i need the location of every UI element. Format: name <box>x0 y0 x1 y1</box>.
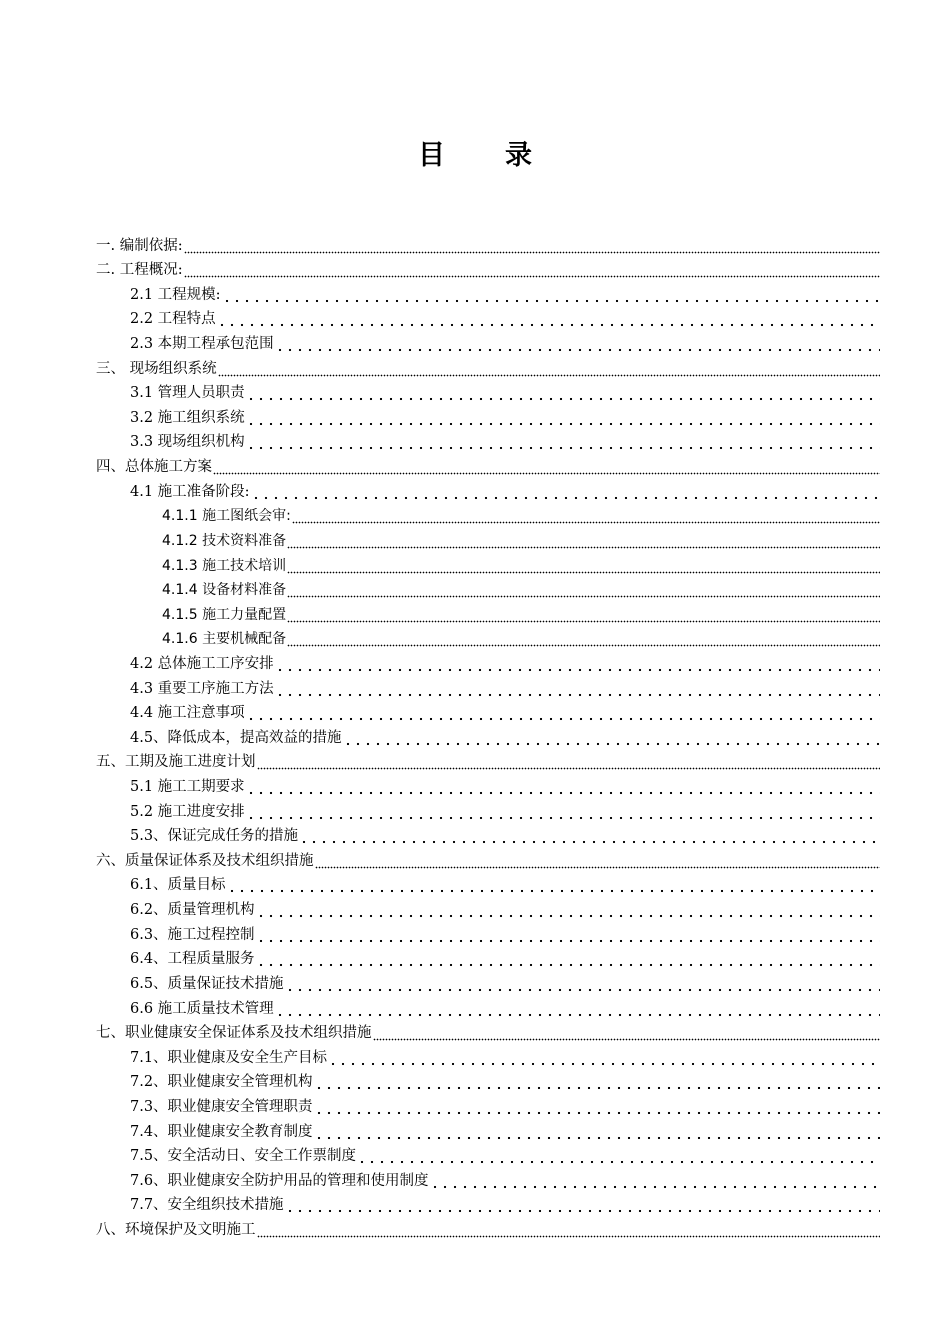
toc-entry[interactable] <box>96 279 880 304</box>
toc-dot-leader <box>373 1023 881 1041</box>
toc-entry-label: 四、总体施工方案 <box>96 459 212 476</box>
toc-entry-label: 2.3 本期工程承包范围 <box>130 336 274 353</box>
toc-entry-label: 4.4 施工注意事项 <box>130 705 245 722</box>
toc-dot-leader <box>343 728 880 746</box>
toc-dot-leader <box>256 900 880 918</box>
toc-entry[interactable] <box>96 894 880 919</box>
toc-entry[interactable] <box>96 1214 880 1239</box>
toc-entry[interactable] <box>96 993 880 1018</box>
toc-entry-label: 三、 现场组织系统 <box>96 360 217 377</box>
toc-entry-label: 4.5、降低成本，提高效益的措施 <box>130 729 342 746</box>
toc-entry-label: 5.2 施工进度安排 <box>130 803 245 820</box>
toc-dot-leader <box>227 875 880 893</box>
toc-entry[interactable] <box>96 944 880 969</box>
toc-entry[interactable] <box>96 1141 880 1166</box>
toc-dot-leader <box>222 285 880 303</box>
toc-dot-leader <box>275 679 880 697</box>
toc-entry-label: 6.5、质量保证技术措施 <box>130 975 284 992</box>
toc-entry[interactable] <box>96 821 880 846</box>
toc-entry-label: 五、工期及施工进度计划 <box>96 754 256 771</box>
toc-entry[interactable] <box>96 575 880 600</box>
page-title: 目录 <box>418 140 592 171</box>
toc-entry-label: 4.1.1 施工图纸会审: <box>162 508 291 525</box>
toc-entry[interactable] <box>96 919 880 944</box>
toc-entry-label: 2.2 工程特点 <box>130 311 216 328</box>
toc-entry[interactable] <box>96 230 880 255</box>
toc-entry-label: 4.1 施工准备阶段: <box>130 483 250 500</box>
toc-entry-label: 4.2 总体施工工序安排 <box>130 655 274 672</box>
toc-dot-leader <box>287 605 880 623</box>
toc-entry[interactable] <box>96 378 880 403</box>
toc-dot-leader <box>246 802 880 820</box>
toc-entry-label: 4.1.6 主要机械配备 <box>162 631 287 648</box>
toc-entry[interactable] <box>96 648 880 673</box>
toc-dot-leader <box>315 851 881 869</box>
toc-entry[interactable] <box>96 1018 880 1043</box>
toc-dot-leader <box>287 556 880 574</box>
toc-entry-label: 7.4、职业健康安全教育制度 <box>130 1123 313 1140</box>
toc-entry-label: 7.2、职业健康安全管理机构 <box>130 1074 313 1091</box>
toc-entry[interactable] <box>96 698 880 723</box>
toc-entry[interactable] <box>96 255 880 280</box>
toc-dot-leader <box>285 1195 880 1213</box>
toc-entry-label: 4.1.2 技术资料准备 <box>162 532 287 549</box>
toc-dot-leader <box>256 925 880 943</box>
toc-entry-label: 4.1.3 施工技术培训 <box>162 557 287 574</box>
toc-entry-label: 6.6 施工质量技术管理 <box>130 1000 274 1017</box>
toc-entry-label: 6.2、质量管理机构 <box>130 902 255 919</box>
toc-dot-leader <box>184 260 880 278</box>
toc-entry[interactable] <box>96 1042 880 1067</box>
toc-entry[interactable] <box>96 747 880 772</box>
toc-dot-leader <box>430 1171 880 1189</box>
toc-entry-label: 5.1 施工工期要求 <box>130 779 245 796</box>
toc-dot-leader <box>184 236 880 254</box>
toc-entry[interactable] <box>96 476 880 501</box>
toc-dot-leader <box>328 1048 880 1066</box>
toc-dot-leader <box>287 629 880 647</box>
toc-entry[interactable] <box>96 870 880 895</box>
toc-entry[interactable] <box>96 1165 880 1190</box>
toc-dot-leader <box>287 531 880 549</box>
toc-entry[interactable] <box>96 673 880 698</box>
toc-entry[interactable] <box>96 550 880 575</box>
toc-dot-leader <box>314 1072 880 1090</box>
toc-dot-leader <box>246 383 880 401</box>
toc-entry-label: 7.6、职业健康安全防护用品的管理和使用制度 <box>130 1172 429 1189</box>
toc-entry-label: 2.1 工程规模: <box>130 286 221 303</box>
toc-entry[interactable] <box>96 1190 880 1215</box>
toc-entry-label: 7.1、职业健康及安全生产目标 <box>130 1049 328 1066</box>
toc-dot-leader <box>275 334 880 352</box>
toc-dot-leader <box>257 1220 881 1238</box>
toc-entry[interactable] <box>96 304 880 329</box>
toc-entry-label: 6.1、质量目标 <box>130 877 226 894</box>
toc-entry[interactable] <box>96 1067 880 1092</box>
toc-entry-label: 一. 编制依据: <box>96 237 183 254</box>
toc-dot-leader <box>251 482 880 500</box>
toc-dot-leader <box>287 580 880 598</box>
toc-entry[interactable] <box>96 771 880 796</box>
toc-entry-label: 4.1.4 设备材料准备 <box>162 582 287 599</box>
toc-entry[interactable] <box>96 722 880 747</box>
toc-entry-label: 3.1 管理人员职责 <box>130 385 245 402</box>
toc-entry[interactable] <box>96 599 880 624</box>
toc-entry-label: 3.2 施工组织系统 <box>130 409 245 426</box>
toc-entry[interactable] <box>96 427 880 452</box>
toc-entry-label: 6.4、工程质量服务 <box>130 951 255 968</box>
toc-entry[interactable] <box>96 525 880 550</box>
toc-dot-leader <box>314 1122 880 1140</box>
toc-dot-leader <box>246 408 880 426</box>
toc-entry[interactable] <box>96 968 880 993</box>
toc-entry-label: 3.3 现场组织机构 <box>130 434 245 451</box>
toc-entry-label: 八、环境保护及文明施工 <box>96 1221 256 1238</box>
toc-entry[interactable] <box>96 353 880 378</box>
toc-dot-leader <box>246 703 880 721</box>
toc-entry-label: 二. 工程概况: <box>96 262 183 279</box>
toc-entry[interactable] <box>96 402 880 427</box>
toc-entry-label: 七、职业健康安全保证体系及技术组织措施 <box>96 1025 372 1042</box>
toc-entry-label: 4.3 重要工序施工方法 <box>130 680 274 697</box>
toc-dot-leader <box>292 506 880 524</box>
toc-dot-leader <box>246 432 880 450</box>
toc-dot-leader <box>256 949 880 967</box>
toc-entry-label: 7.5、安全活动日、安全工作票制度 <box>130 1148 357 1165</box>
toc-entry-label: 5.3、保证完成任务的措施 <box>130 828 299 845</box>
toc-entry[interactable] <box>96 328 880 353</box>
toc-entry-label: 7.7、安全组织技术措施 <box>130 1197 284 1214</box>
toc-dot-leader <box>275 654 880 672</box>
toc-dot-leader <box>246 777 880 795</box>
toc-entry-label: 4.1.5 施工力量配置 <box>162 606 287 623</box>
table-of-contents <box>96 230 880 1239</box>
toc-dot-leader <box>213 457 880 475</box>
toc-entry[interactable] <box>96 624 880 649</box>
toc-dot-leader <box>218 359 880 377</box>
toc-dot-leader <box>275 999 880 1017</box>
toc-dot-leader <box>314 1097 880 1115</box>
toc-dot-leader <box>257 752 881 770</box>
toc-entry[interactable] <box>96 845 880 870</box>
toc-entry[interactable] <box>96 451 880 476</box>
toc-entry[interactable] <box>96 501 880 526</box>
toc-entry-label: 六、质量保证体系及技术组织措施 <box>96 852 314 869</box>
toc-entry-label: 6.3、施工过程控制 <box>130 926 255 943</box>
toc-entry[interactable] <box>96 1091 880 1116</box>
toc-entry-label: 7.3、职业健康安全管理职责 <box>130 1098 313 1115</box>
toc-dot-leader <box>285 974 880 992</box>
toc-entry[interactable] <box>96 1116 880 1141</box>
toc-dot-leader <box>299 826 880 844</box>
toc-dot-leader <box>357 1146 880 1164</box>
toc-dot-leader <box>217 309 880 327</box>
toc-entry[interactable] <box>96 796 880 821</box>
